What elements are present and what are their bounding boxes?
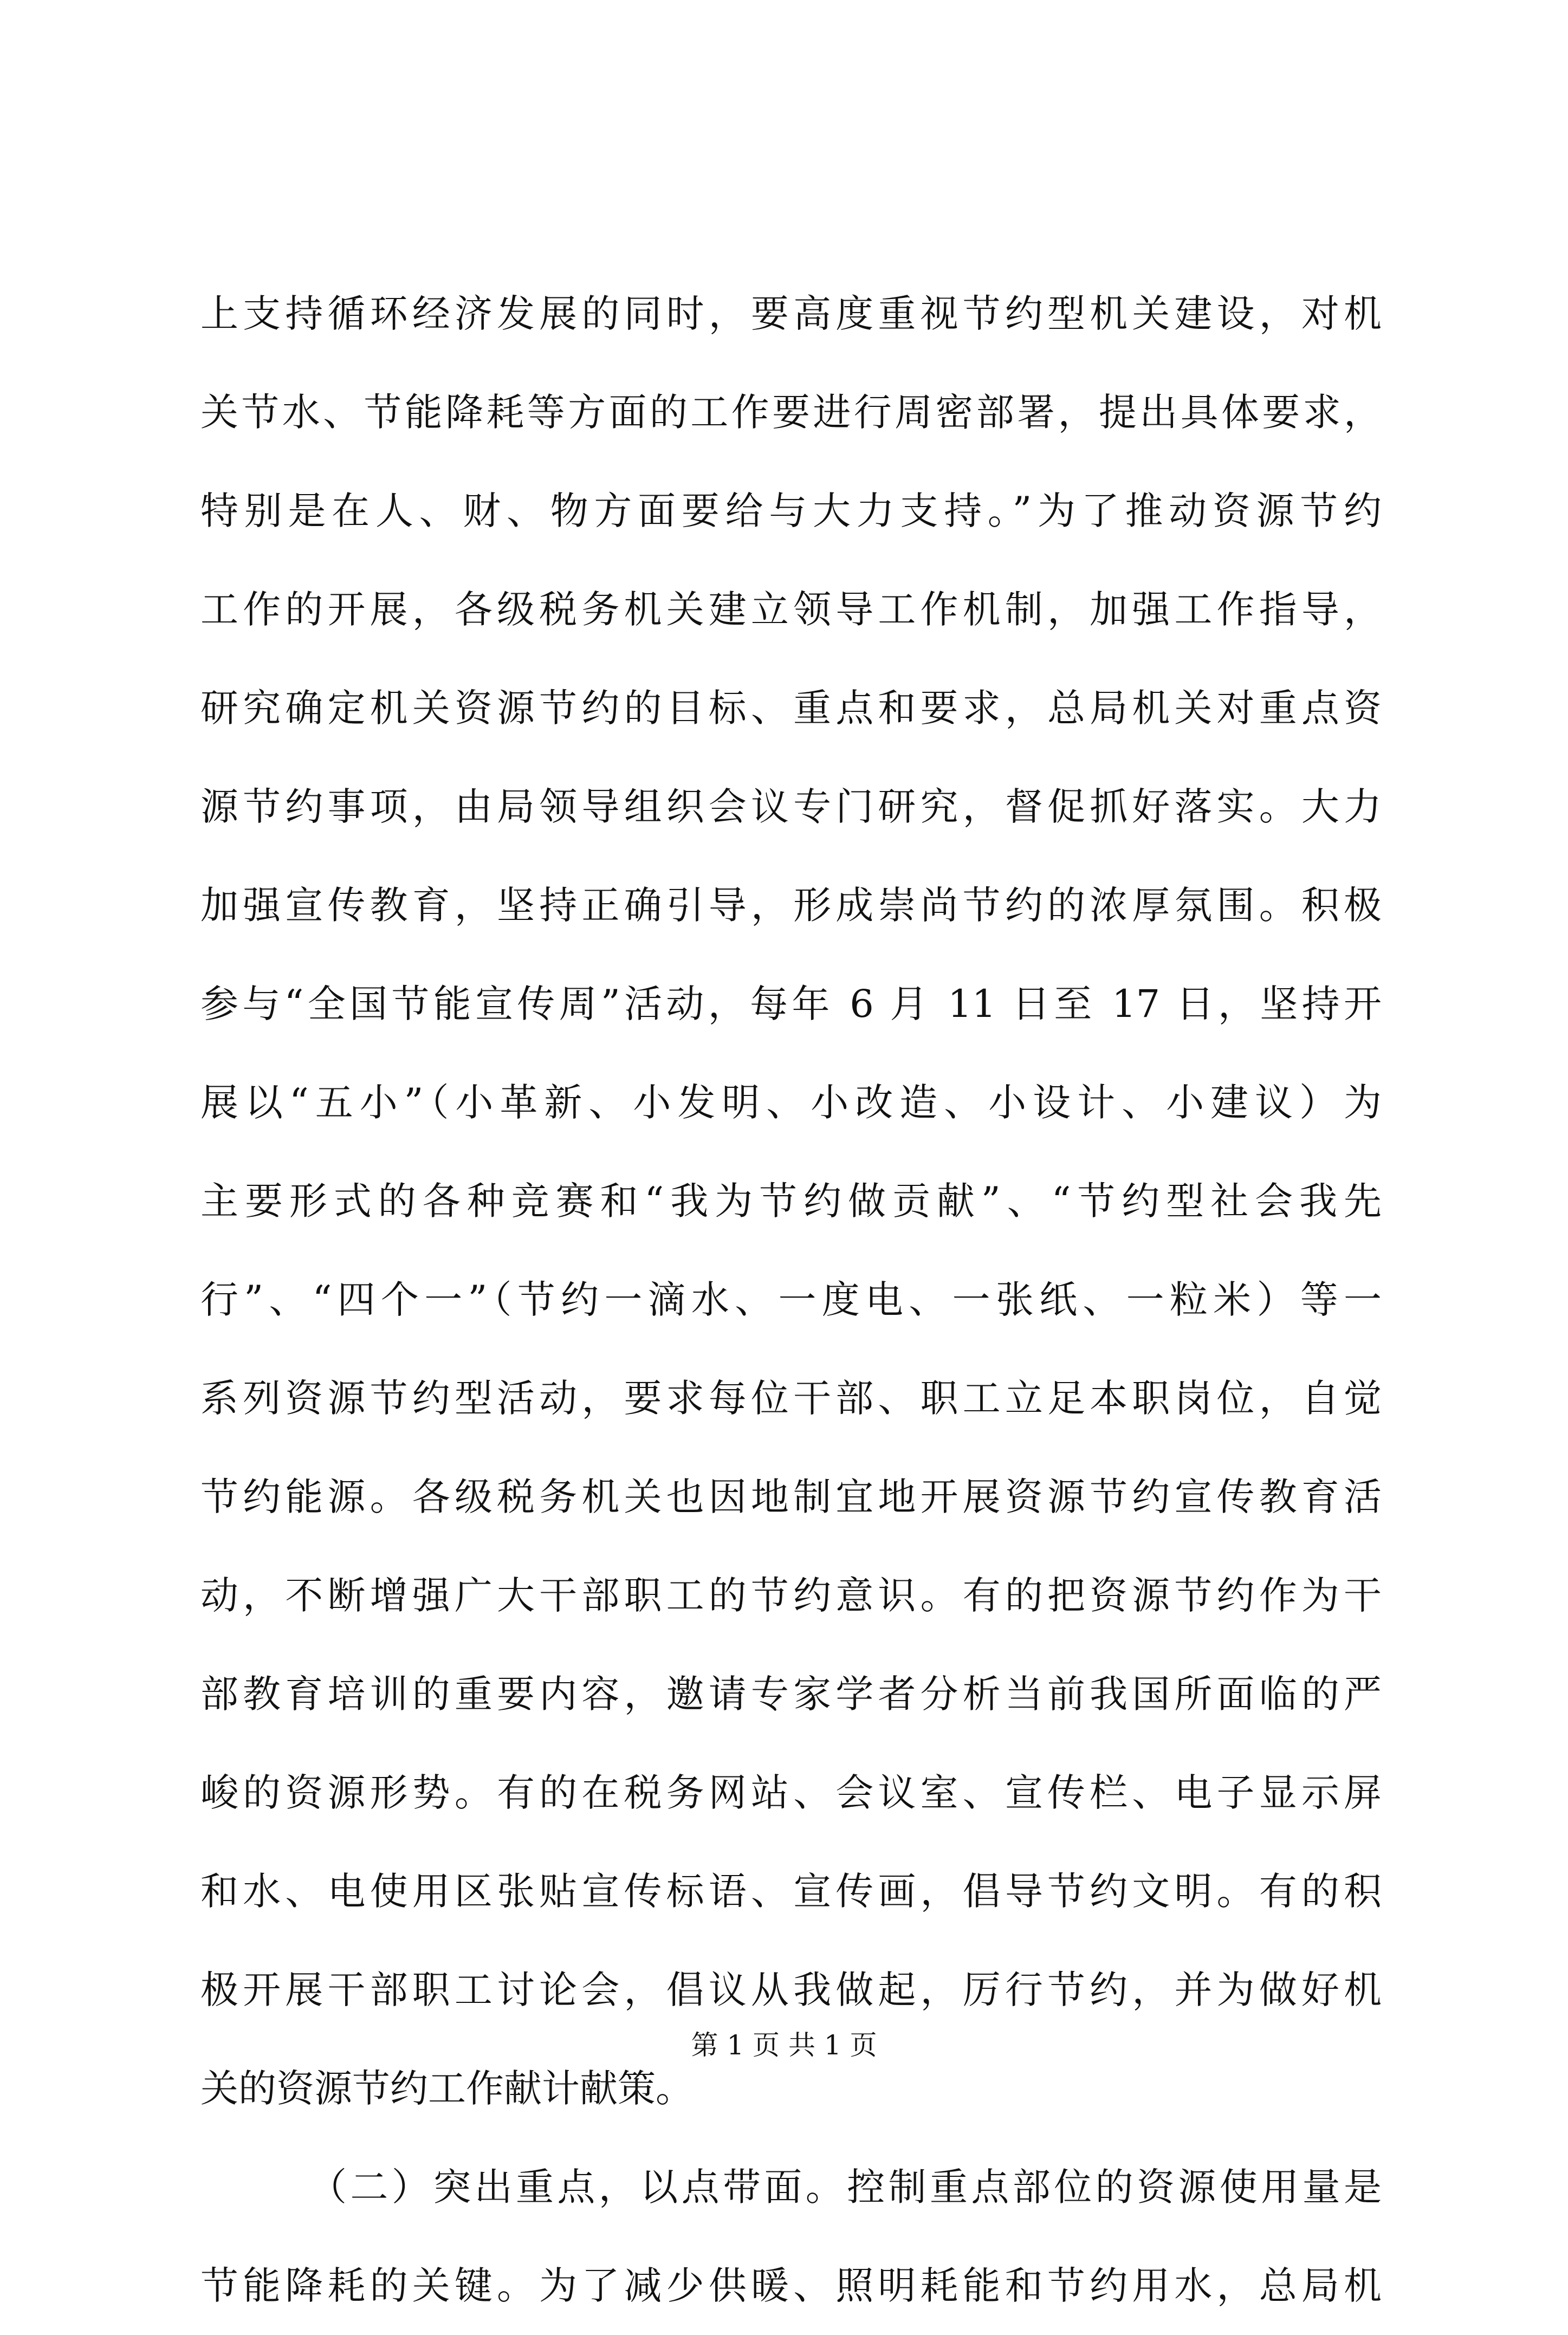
text-line: 研究确定机关资源节约的目标、重点和要求，总局机关对重点资 (200, 686, 1382, 730)
text-line: 参与“全国节能宣传周”活动，每年 6 月 11 日至 17 日，坚持开 (200, 982, 1382, 1026)
text-line: 特别是在人、财、物方面要给与大力支持。”为了推动资源节约 (200, 489, 1382, 533)
text-line: 行”、“四个一”（节约一滴水、一度电、一张纸、一粒米）等一 (200, 1277, 1382, 1322)
text-line: 工作的开展，各级税务机关建立领导工作机制，加强工作指导， (200, 587, 1382, 632)
text-line: 峻的资源形势。有的在税务网站、会议室、宣传栏、电子显示屏 (200, 1770, 1382, 1815)
text-line: 系列资源节约型活动，要求每位干部、职工立足本职岗位，自觉 (200, 1376, 1382, 1421)
section-heading-line: （二）突出重点，以点带面。控制重点部位的资源使用量是 (309, 2165, 1382, 2209)
text-line: 节能降耗的关键。为了减少供暖、照明耗能和节约用水，总局机 (200, 2263, 1382, 2308)
text-line: 节约能源。各级税务机关也因地制宜地开展资源节约宣传教育活 (200, 1475, 1382, 1519)
paragraph-end-line: 关的资源节约工作献计献策。 (200, 2066, 694, 2111)
body-text (200, 264, 1382, 2335)
text-line: 展以“五小”（小革新、小发明、小改造、小设计、小建议）为 (200, 1080, 1382, 1125)
page-number-footer: 第 1 页 共 1 页 (691, 2029, 877, 2061)
text-line: 关节水、节能降耗等方面的工作要进行周密部署，提出具体要求， (200, 390, 1382, 434)
text-line: 源节约事项，由局领导组织会议专门研究，督促抓好落实。大力 (200, 784, 1382, 829)
text-line: 极开展干部职工讨论会，倡议从我做起，厉行节约，并为做好机 (200, 1968, 1382, 2012)
text-line: 上支持循环经济发展的同时，要高度重视节约型机关建设，对机 (200, 291, 1382, 336)
text-line: 加强宣传教育，坚持正确引导，形成崇尚节约的浓厚氛围。积极 (200, 883, 1382, 927)
text-line: 和水、电使用区张贴宣传标语、宣传画，倡导节约文明。有的积 (200, 1869, 1382, 1914)
text-line: 主要形式的各种竞赛和“我为节约做贡献”、“节约型社会我先 (200, 1179, 1382, 1223)
text-line: 部教育培训的重要内容，邀请专家学者分析当前我国所面临的严 (200, 1672, 1382, 1716)
text-line: 动，不断增强广大干部职工的节约意识。有的把资源节约作为干 (200, 1573, 1382, 1618)
